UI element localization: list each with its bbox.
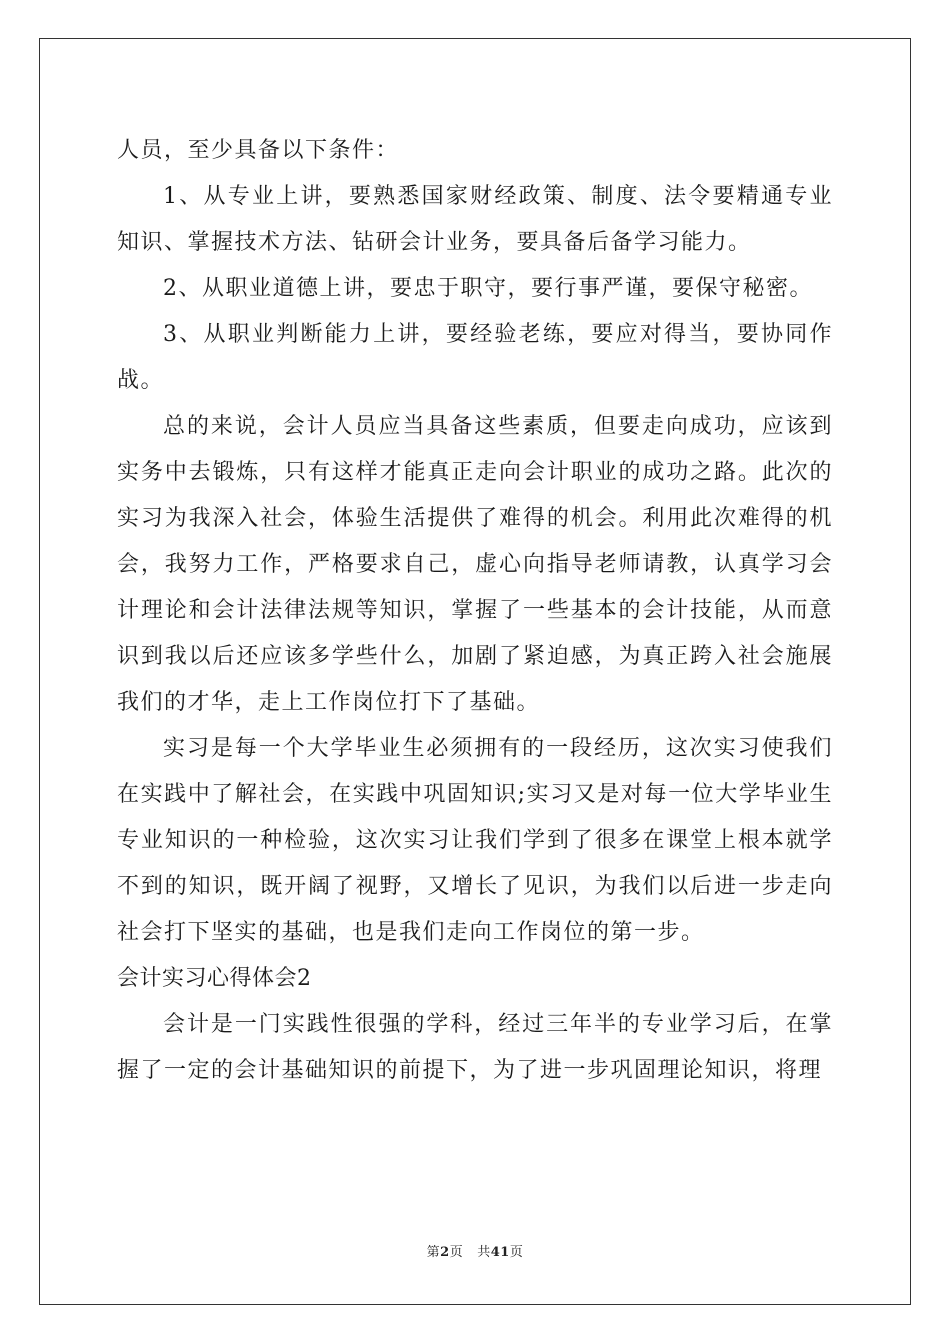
page-prefix: 第 (426, 1245, 441, 1260)
paragraph-5: 总的来说，会计人员应当具备这些素质，但要走向成功，应该到实务中去锻炼，只有这样才能真正走向会计职业的成功之路。此次的实习为我深入社会，体验生活提供了难得的机会。利用此次难得的机会，我努力工作，严格要求自己，虚心向指导老师请教，认真学习会计理论和会计法律法规等知识，掌握了一些基本的会计技能，从而意识到我以后还应该多学些什么，加剧了紧迫感，为真正跨入社会施展我们的才华，走上工作岗位打下了基础。 (117, 414, 833, 715)
paragraph-7: 会计是一门实践性很强的学科，经过三年半的专业学习后，在掌握了一定的会计基础知识的前提下，为了进一步巩固理论知识，将理 (117, 1012, 833, 1083)
paragraph-3: 2、从职业道德上讲，要忠于职守，要行事严谨，要保守秘密。 (163, 276, 813, 301)
page-suffix: 页 (449, 1245, 464, 1260)
paragraph-6: 实习是每一个大学毕业生必须拥有的一段经历，这次实习使我们在实践中了解社会，在实践中巩固知识;实习又是对每一位大学毕业生专业知识的一种检验，这次实习让我们学到了很多在课堂上根本就学不到的知识，既开阔了视野，又增长了见识，为我们以后进一步走向社会打下坚实的基础，也是我们走向工作岗位的第一步。 (117, 736, 833, 945)
page-number: 2 (440, 1245, 450, 1260)
paragraph-1: 人员，至少具备以下条件： (117, 138, 400, 163)
section-heading: 会计实习心得体会2 (117, 966, 312, 991)
paragraph-4: 3、从职业判断能力上讲，要经验老练，要应对得当，要协同作战。 (117, 322, 833, 393)
total-prefix: 共 (477, 1245, 491, 1260)
total-suffix: 页 (509, 1245, 524, 1260)
page-footer (0, 1243, 950, 1263)
total-pages: 41 (490, 1245, 510, 1260)
paragraph-2: 1、从专业上讲，要熟悉国家财经政策、制度、法令要精通专业知识、掌握技术方法、钻研会计业务，要具备后备学习能力。 (117, 184, 833, 255)
document-body (117, 128, 833, 1094)
